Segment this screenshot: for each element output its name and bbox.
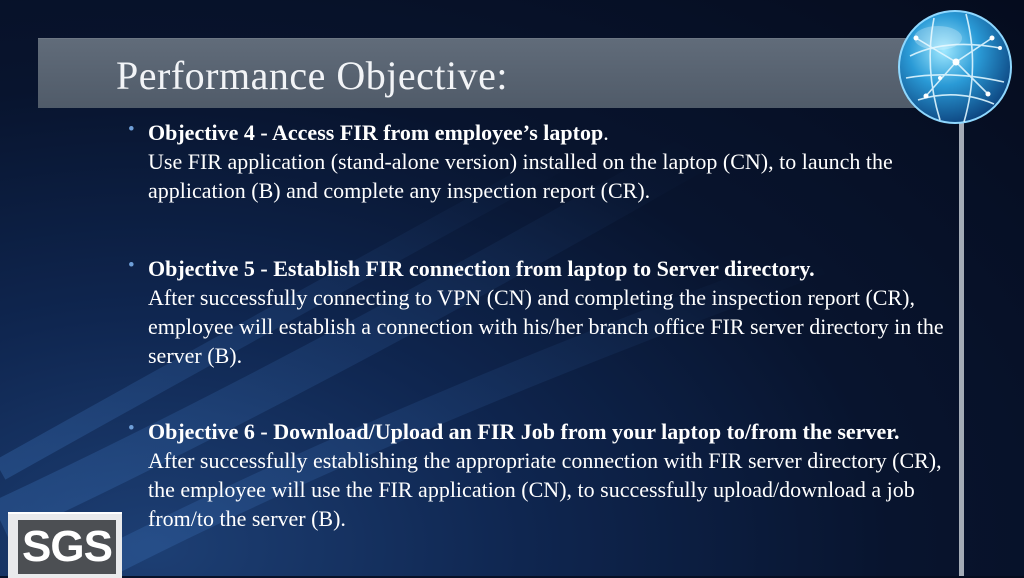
objective-item — [128, 118, 968, 205]
objective-body: Use FIR application (stand-alone version) installed on the laptop (CN), to launch the application (B) and complete any inspection report (CR). — [148, 149, 893, 203]
objective-body: After successfully connecting to VPN (CN) and completing the inspection report (CR), employee will establish a connection with his/her branch office FIR server directory in the server (B). — [148, 285, 944, 368]
objective-item — [128, 417, 968, 533]
bullet-dot-icon: • — [128, 255, 135, 276]
bullet-dot-icon: • — [128, 418, 135, 439]
sgs-logo-text: SGS — [18, 520, 116, 574]
objective-title: Objective 4 - Access FIR from employee’s laptop. — [148, 120, 609, 145]
objective-title: Objective 6 - Download/Upload an FIR Job from your laptop to/from the server. — [148, 419, 900, 444]
objective-item — [128, 254, 968, 370]
title-bar — [38, 38, 960, 108]
objective-body: After successfully establishing the appropriate connection with FIR server directory (CR), the employee will use the FIR application (CN), to successfully upload/download a job from/to the server (B). — [148, 448, 942, 531]
bullet-dot-icon: • — [128, 119, 135, 140]
slide-title: Performance Objective: — [116, 53, 508, 98]
sgs-logo — [8, 512, 122, 578]
globe-network-icon — [896, 8, 1014, 126]
objective-title: Objective 5 - Establish FIR connection from laptop to Server directory. — [148, 256, 815, 281]
